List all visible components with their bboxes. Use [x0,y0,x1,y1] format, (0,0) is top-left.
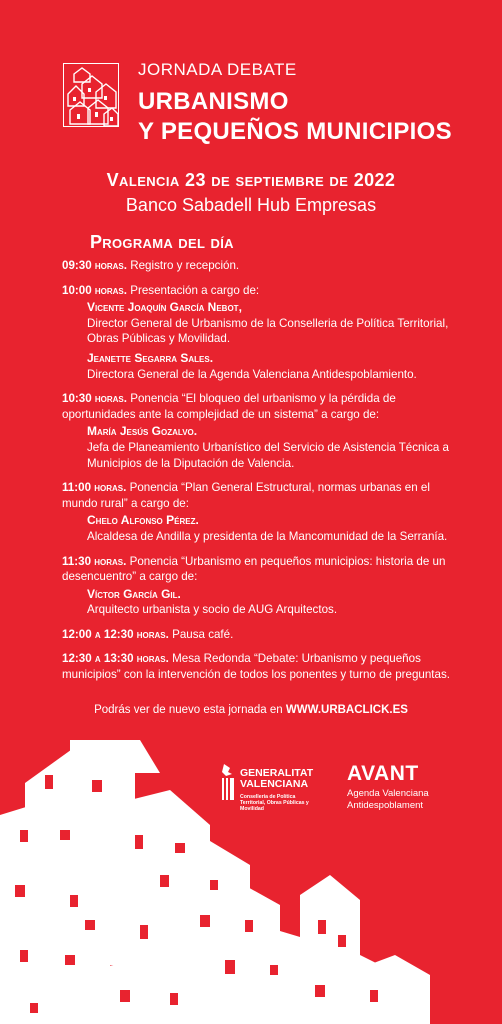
speaker [62,300,452,347]
agenda-text: Ponencia “Urbanismo en pequeños municipios: historia de un desencuentro” a cargo de: [62,554,446,584]
speaker [62,513,452,544]
agenda-item [62,480,452,544]
agenda-time: 12:30 a 13:30 horas. [62,652,169,666]
agenda-text: Pausa café. [172,627,234,641]
agenda-time: 12:00 a 12:30 horas. [62,627,169,641]
speaker [62,587,452,618]
speaker [62,351,452,382]
generalitat-name-line1: GENERALITAT [240,767,314,779]
speaker-role: Alcaldesa de Andilla y presidenta de la Mancomunidad de la Serranía. [87,529,448,543]
agenda-item [62,651,452,682]
agenda-list [62,258,452,692]
agenda-time: 09:30 horas. [62,259,127,272]
agenda-text: Ponencia “El bloqueo del urbanismo y la pérdida de oportunidades ante la complejidad de un sistema” a cargo de: [62,392,396,421]
speaker-name: Víctor García Gil. [87,586,181,601]
agenda-text: Registro y recepción. [130,259,240,272]
speaker-name: Vicente Joaquín García Nebot, [87,300,242,315]
event-title-line2: Y PEQUEÑOS MUNICIPIOS [138,118,452,145]
speaker-role: Arquitecto urbanista y socio de AUG Arquitectos. [87,603,338,617]
agenda-time: 10:30 horas. [62,392,127,406]
generalitat-department: Conselleria de Política Territorial, Obras Públicas y Movilidad [240,794,309,812]
speaker-role: Jefa de Planeamiento Urbanístico del Servicio de Asistencia Técnica a Municipios de la Diputación de Valencia. [87,440,449,470]
speaker-role: Directora General de la Agenda Valenciana Antidespoblamiento. [87,367,417,381]
avant-subtitle [347,788,429,812]
generalitat-name [240,768,313,790]
avant-subtitle-line2: Antidespoblament [347,800,424,811]
program-title: Programa del día [90,232,234,252]
agenda-item [62,258,452,274]
speaker-role: Director General de Urbanismo de la Conselleria de Política Territorial, Obras Públicas y Movilidad. [87,316,449,346]
speaker-name: Chelo Alfonso Pérez. [87,513,199,528]
speaker-name: Jeanette Segarra Sales. [87,350,214,365]
agenda-time: 11:00 horas. [62,481,127,495]
avant-logo: AVANT [347,762,419,785]
avant-subtitle-line1: Agenda Valenciana [347,788,429,799]
agenda-text: Presentación a cargo de: [130,283,260,297]
agenda-text: Ponencia “Plan General Estructural, normas urbanas en el mundo rural” a cargo de: [62,481,430,510]
speaker [62,424,452,471]
agenda-time: 10:00 horas. [62,283,127,297]
agenda-item [62,391,452,471]
replay-url-link[interactable]: WWW.URBACLICK.ES [285,704,408,716]
replay-note-text: Podrás ver de nuevo esta jornada en [94,704,283,716]
event-kicker: JORNADA DEBATE [138,60,297,79]
agenda-time: 11:30 horas. [62,554,127,568]
agenda-item [62,283,452,383]
urbaclick-logo [63,63,119,127]
event-date: Valencia 23 de septiembre de 2022 [106,170,396,190]
speaker-name: María Jesús Gozalvo. [87,424,198,439]
event-venue: Banco Sabadell Hub Empresas [125,195,377,215]
generalitat-name-line2: VALENCIANA [240,778,309,790]
event-title-line1: URBANISMO [138,88,289,115]
agenda-item [62,554,452,618]
replay-note [0,704,502,716]
agenda-text: Mesa Redonda “Debate: Urbanismo y pequeños municipios” con la intervención de todos los ponentes y turno de preguntas. [62,652,450,682]
agenda-item [62,627,452,643]
